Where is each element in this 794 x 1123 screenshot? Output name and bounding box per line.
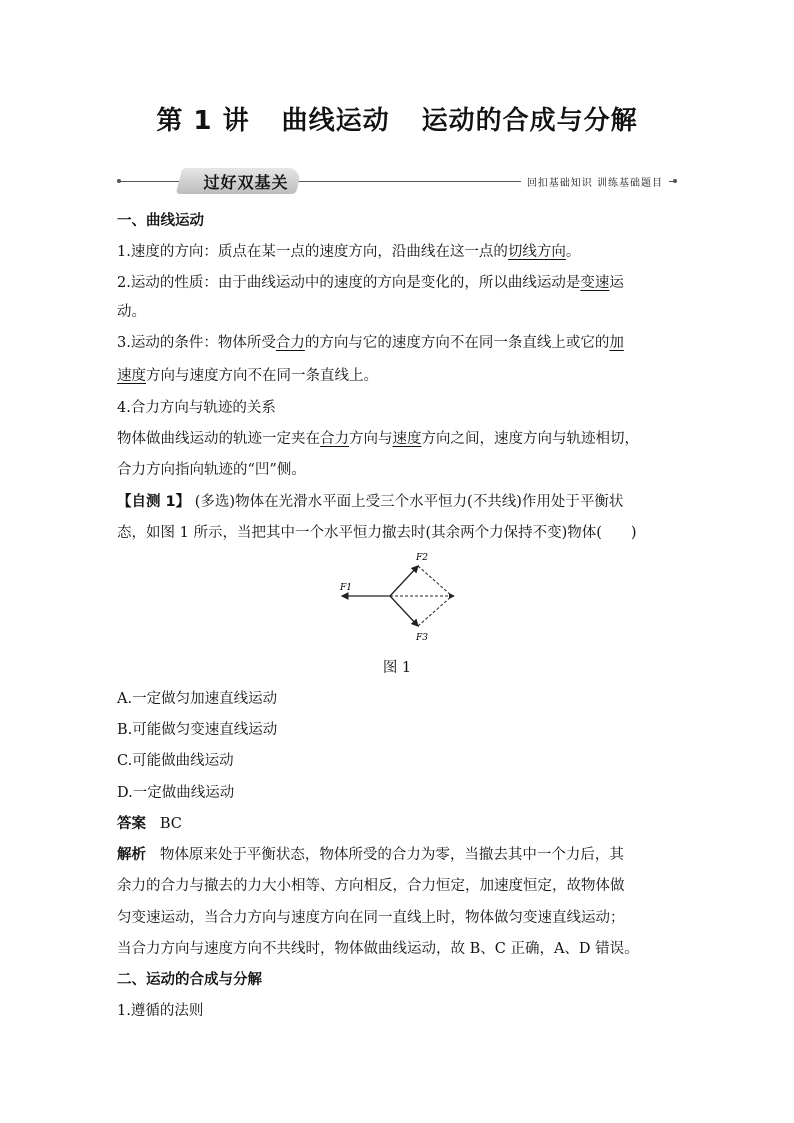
paragraph-velocity-direction (117, 240, 580, 261)
figure-caption: 图 1 (382, 660, 412, 676)
text: 3.运动的条件：物体所受 (117, 335, 276, 351)
label-f2: F2 (416, 553, 428, 563)
paragraph-force-trajectory (117, 427, 639, 448)
section2-paragraph: 1.遵循的法则 (117, 1003, 204, 1019)
option-b: B.可能做匀变速直线运动 (117, 722, 278, 738)
text: 物体原来处于平衡状态，物体所受的合力为零，当撤去其中一个力后，其 (159, 847, 624, 863)
title-topic: 曲线运动 (281, 106, 390, 136)
underlined-answer: 切线方向 (507, 244, 566, 260)
underlined-answer: 合力 (275, 335, 305, 351)
dashed-line-upper (418, 566, 452, 596)
underlined-answer: 变速 (580, 275, 610, 291)
banner-dot-left (117, 179, 121, 183)
underlined-answer: 合力 (320, 431, 349, 447)
option-d: D.一定做曲线运动 (117, 785, 235, 801)
paragraph-motion-condition-cont (117, 364, 378, 385)
question-line-2: 态，如图 1 所示，当把其中一个水平恒力撤去时(其余两个力保持不变)物体( ) (117, 525, 637, 541)
underlined-answer: 速度 (392, 431, 422, 447)
dashed-line-lower (418, 596, 452, 626)
section1-heading: 一、曲线运动 (117, 213, 204, 229)
option-a: A.一定做匀加速直线运动 (117, 691, 278, 707)
banner-tab-label: 过好双基关 (203, 173, 289, 192)
banner-subtitle: 回扣基础知识 训练基础题目 (521, 174, 669, 189)
analysis-label: 解析 (117, 847, 146, 863)
text: 方向与速度方向不在同一条直线上。 (146, 368, 378, 384)
force-diagram (330, 548, 470, 648)
underlined-answer: 加 (609, 335, 624, 351)
text: 2.运动的性质：由于曲线运动中的速度的方向是变化的，所以曲线运动是 (117, 275, 581, 291)
text: 方向之间，速度方向与轨迹相切， (421, 431, 639, 447)
text: 物体做曲线运动的轨迹一定夹在 (117, 431, 320, 447)
paragraph-force-trajectory-heading: 4.合力方向与轨迹的关系 (117, 400, 276, 416)
question-line-1 (117, 490, 623, 511)
paragraph-motion-nature-cont: 动。 (117, 304, 146, 320)
force-f2-arrow (390, 566, 418, 596)
analysis-line-4: 当合力方向与速度方向不共线时，物体做曲线运动，故 B、C 正确，A、D 错误。 (117, 941, 639, 957)
paragraph-motion-condition (117, 331, 624, 352)
banner-dot-right (673, 179, 677, 183)
label-f3: F3 (416, 633, 428, 643)
answer-value: BC (159, 816, 182, 832)
paragraph-force-trajectory-cont: 合力方向指向轨迹的“凹”侧。 (117, 462, 306, 478)
analysis-line-1 (117, 843, 624, 864)
section-banner (117, 168, 677, 194)
text: 方向与 (349, 431, 393, 447)
text: 1.速度的方向：质点在某一点的速度方向，沿曲线在这一点的 (117, 244, 508, 260)
text: (多选)物体在光滑水平面上受三个水平恒力(不共线)作用处于平衡状 (194, 494, 624, 510)
question-label: 【自测 1】 (117, 494, 191, 510)
underlined-answer: 速度 (117, 368, 146, 384)
title-lesson: 第 1 讲 (156, 106, 250, 136)
page-title (0, 100, 794, 137)
section2-heading: 二、运动的合成与分解 (117, 972, 262, 988)
answer-label: 答案 (117, 816, 146, 832)
force-f3-arrow (390, 596, 418, 626)
text: 运 (609, 275, 624, 291)
title-subtopic: 运动的合成与分解 (421, 106, 638, 136)
analysis-line-2: 余力的合力与撤去的力大小相等、方向相反，合力恒定，加速度恒定，故物体做 (117, 878, 625, 894)
paragraph-motion-nature (117, 271, 624, 292)
answer-line (117, 812, 182, 833)
text: 的方向与它的速度方向不在同一条直线上或它的 (304, 335, 610, 351)
label-f1: F1 (340, 583, 352, 593)
text: 。 (565, 244, 581, 260)
option-c: C.可能做曲线运动 (117, 753, 234, 769)
analysis-line-3: 匀变速运动，当合力方向与速度方向在同一直线上时，物体做匀变速直线运动； (117, 910, 625, 926)
